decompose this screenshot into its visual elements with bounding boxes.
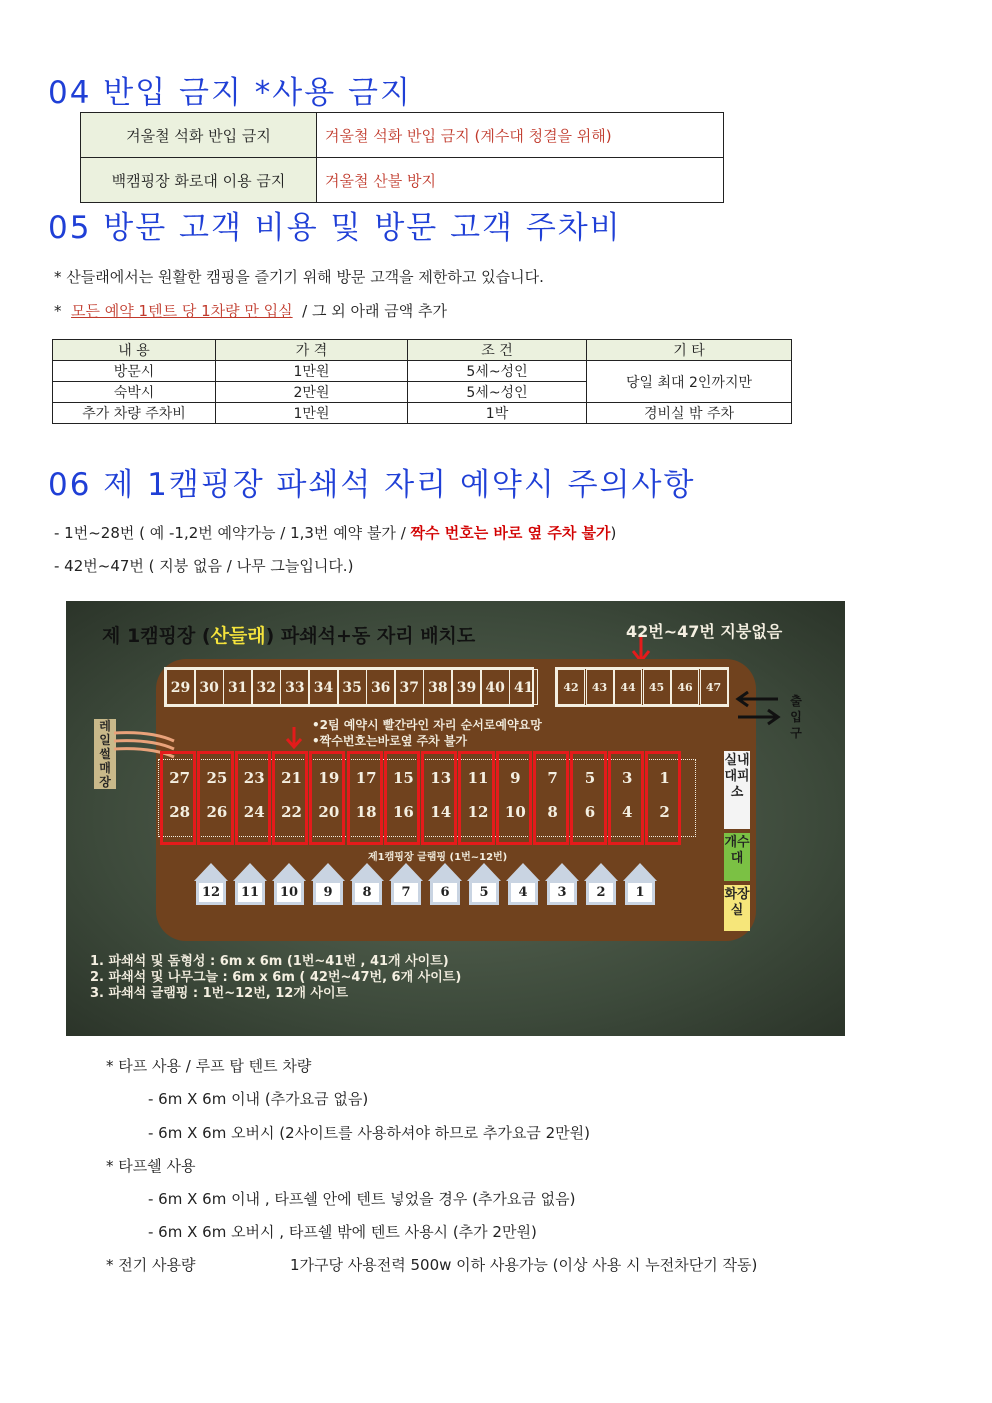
- ban-label: 백캠핑장 화로대 이용 금지: [81, 158, 317, 203]
- parking-lot: 7: [547, 769, 558, 787]
- parking-lot: 17: [355, 769, 377, 787]
- parking-lot: 25: [206, 769, 228, 787]
- reservation-rule-1: [54, 522, 616, 543]
- reservation-red-line: [235, 751, 271, 845]
- parking-lot: 10: [504, 803, 526, 821]
- rule-tarp-over: - 6m X 6m 오버시 (2사이트를 사용하셔야 하므로 추가요금 2만원): [148, 1124, 590, 1142]
- map-title-part: ) 파쇄석+동 자리 배치도: [265, 625, 476, 647]
- tent-roof: [233, 863, 267, 881]
- site-box: 44: [614, 669, 642, 705]
- ban-value: 겨울철 석화 반입 금지 (계수대 청결을 위해): [317, 113, 724, 158]
- map-title: [102, 621, 475, 648]
- cell: 숙박시: [53, 382, 216, 403]
- tent-body: [391, 881, 421, 905]
- rule-1-close: ): [610, 524, 617, 542]
- bullet-star: *: [54, 302, 62, 320]
- parking-lot: 13: [430, 769, 452, 787]
- tent-body: [508, 881, 538, 905]
- site-box: 31: [223, 669, 252, 705]
- glamping-tent: [350, 863, 384, 905]
- tent-roof: [584, 863, 618, 881]
- tent-body: [547, 881, 577, 905]
- tent-number: 10: [277, 883, 301, 902]
- price-table: [52, 339, 792, 424]
- reservation-rule-2: - 42번~47번 ( 지붕 없음 / 나무 그늘입니다.): [54, 557, 354, 575]
- parking-lot: 28: [169, 803, 191, 821]
- tent-roof: [272, 863, 306, 881]
- ban-value: 겨울철 산불 방지: [317, 158, 724, 203]
- parking-lot: 16: [393, 803, 414, 821]
- rule-tarpshell-over: - 6m X 6m 오버시 , 타프쉘 밖에 텐트 사용시 (추가 2만원): [148, 1223, 537, 1241]
- sink-label: 개수대: [724, 833, 750, 881]
- ban-label: 겨울철 석화 반입 금지: [81, 113, 317, 158]
- cell: 1만원: [216, 361, 408, 382]
- section-06-title: 06 제 1캠핑장 파쇄석 자리 예약시 주의사항: [48, 467, 696, 503]
- parking-lot: 3: [622, 769, 633, 787]
- toilet-label: 화장실: [724, 885, 750, 931]
- tent-roof: [389, 863, 423, 881]
- map-note: •짝수번호는바로옆 주차 불가: [312, 734, 468, 748]
- tent-roof: [311, 863, 345, 881]
- map-title-brand: 산들래: [210, 625, 266, 647]
- parking-lot: 18: [355, 803, 377, 821]
- col-header: 기 타: [587, 340, 792, 361]
- tent-number: 7: [394, 883, 418, 902]
- tent-number: 6: [433, 883, 457, 902]
- site-box: 30: [195, 669, 224, 705]
- reservation-red-line: [160, 751, 196, 845]
- parking-lot: 4: [622, 803, 633, 821]
- site-box: 39: [452, 669, 481, 705]
- shelter-label: 실내대피소: [724, 751, 750, 829]
- parking-lot: 23: [243, 769, 265, 787]
- site-box: 37: [395, 669, 424, 705]
- visitor-note: * 산들래에서는 원활한 캠핑을 즐기기 위해 방문 고객을 제한하고 있습니다.: [54, 268, 544, 286]
- glamping-tent: [623, 863, 657, 905]
- map-legend-item: 2. 파쇄석 및 나무그늘 : 6m x 6m ( 42번~47번, 6개 사이트): [90, 970, 462, 985]
- reservation-red-line: [645, 751, 681, 845]
- tent-body: [430, 881, 460, 905]
- glamping-label: 제1캠핑장 글램핑 (1번~12번): [368, 852, 508, 863]
- reservation-red-line: [608, 751, 644, 845]
- tent-roof: [623, 863, 657, 881]
- table-row: [81, 158, 724, 203]
- parking-lot: 14: [430, 803, 452, 821]
- site-box: 34: [309, 669, 338, 705]
- site-box: 29: [166, 669, 195, 705]
- section-04-title: 04 반입 금지 *사용 금지: [48, 75, 412, 111]
- parking-lot: 5: [584, 769, 596, 787]
- tent-body: [625, 881, 655, 905]
- map-legend-item: 1. 파쇄석 및 돔형성 : 6m x 6m (1번~41번 , 41개 사이트): [90, 954, 449, 969]
- tent-number: 8: [355, 883, 379, 902]
- parking-lot: 12: [467, 803, 489, 821]
- no-roof-label: 42번~47번 지붕없음: [626, 622, 783, 641]
- glamping-tent: [506, 863, 540, 905]
- tent-number: 3: [550, 883, 574, 902]
- parking-lot: 20: [318, 803, 340, 821]
- vehicle-note: [54, 300, 447, 321]
- ban-table: [80, 112, 724, 203]
- parking-lot: 8: [547, 803, 558, 821]
- tent-roof: [545, 863, 579, 881]
- glamping-tent: [233, 863, 267, 905]
- glamping-tent: [194, 863, 228, 905]
- reservation-red-line: [421, 751, 457, 845]
- tent-body: [274, 881, 304, 905]
- cell: 1박: [408, 403, 587, 424]
- tent-number: 12: [199, 883, 223, 902]
- cell: 5세~성인: [408, 361, 587, 382]
- glamping-tent: [389, 863, 423, 905]
- cell: 2만원: [216, 382, 408, 403]
- rule-electricity: 1가구당 사용전력 500w 이하 사용가능 (이상 사용 시 누전차단기 작동): [290, 1256, 758, 1274]
- rule-tarp: * 타프 사용 / 루프 탑 텐트 차량: [106, 1057, 312, 1075]
- reservation-red-line: [272, 751, 308, 845]
- site-box: 40: [481, 669, 510, 705]
- site-box: 46: [671, 669, 699, 705]
- parking-lot: 24: [243, 803, 265, 821]
- site-box: 45: [643, 669, 671, 705]
- parking-lot: 22: [281, 803, 302, 821]
- reservation-red-line: [496, 751, 532, 845]
- tent-number: 1: [628, 883, 652, 902]
- glamping-tent: [272, 863, 306, 905]
- rule-electricity-label: * 전기 사용량: [106, 1256, 196, 1274]
- rule-tarpshell-within: - 6m X 6m 이내 , 타프쉘 안에 텐트 넣었을 경우 (추가요금 없음): [148, 1190, 576, 1208]
- glamping-tent: [545, 863, 579, 905]
- tent-body: [235, 881, 265, 905]
- rule-1-text: - 1번~28번 ( 예 -1,2번 예약가능 / 1,3번 예약 불가 /: [54, 524, 406, 542]
- parking-lot: 1: [659, 769, 670, 787]
- col-header: 내 용: [53, 340, 216, 361]
- tent-number: 4: [511, 883, 535, 902]
- site-box: 32: [252, 669, 281, 705]
- tent-roof: [350, 863, 384, 881]
- tent-body: [313, 881, 343, 905]
- site-box: 41: [509, 669, 538, 705]
- cell: 1만원: [216, 403, 408, 424]
- map-legend-item: 3. 파쇄석 글램핑 : 1번~12번, 12개 사이트: [90, 986, 349, 1001]
- reservation-red-line: [533, 751, 569, 845]
- tent-roof: [506, 863, 540, 881]
- arrow-down-icon: [282, 726, 306, 750]
- parking-lot: 27: [169, 769, 191, 787]
- parking-lot: 26: [206, 803, 228, 821]
- tent-body: [352, 881, 382, 905]
- cell: 5세~성인: [408, 382, 587, 403]
- parking-lot: 19: [318, 769, 340, 787]
- tent-number: 11: [238, 883, 262, 902]
- parking-lot: 11: [467, 769, 489, 787]
- tent-body: [196, 881, 226, 905]
- reservation-red-line: [197, 751, 233, 845]
- site-box: 42: [557, 669, 585, 705]
- site-box: 35: [338, 669, 367, 705]
- entrance-arrows-icon: [734, 691, 784, 731]
- tent-number: 9: [316, 883, 340, 902]
- table-row: [81, 113, 724, 158]
- cell: 방문시: [53, 361, 216, 382]
- glamping-tent: [311, 863, 345, 905]
- col-header: 조 건: [408, 340, 587, 361]
- tent-body: [586, 881, 616, 905]
- glamping-tent: [467, 863, 501, 905]
- rule-tarpshell: * 타프쉘 사용: [106, 1157, 196, 1175]
- tent-body: [469, 881, 499, 905]
- vehicle-rule-rest: / 그 외 아래 금액 추가: [302, 302, 447, 320]
- site-box: 36: [366, 669, 395, 705]
- reservation-red-line: [570, 751, 606, 845]
- tent-roof: [467, 863, 501, 881]
- vehicle-rule: 모든 예약 1텐트 당 1차량 만 입실: [71, 302, 293, 320]
- tent-roof: [428, 863, 462, 881]
- reservation-red-line: [347, 751, 383, 845]
- map-title-part: 제 1캠핑장 (: [102, 625, 211, 647]
- parking-lot: 2: [659, 803, 670, 821]
- cell: 경비실 밖 주차: [587, 403, 792, 424]
- parking-lot: 9: [510, 769, 521, 787]
- section-05-title: 05 방문 고객 비용 및 방문 고객 주차비: [48, 210, 622, 246]
- table-row: [53, 361, 792, 382]
- tent-number: 5: [472, 883, 496, 902]
- rail-sled-label: 레일썰매장: [94, 719, 116, 789]
- rule-1-warning: 짝수 번호는 바로 옆 주차 불가: [410, 524, 611, 542]
- site-box: 33: [280, 669, 309, 705]
- rule-tarp-within: - 6m X 6m 이내 (추가요금 없음): [148, 1090, 369, 1108]
- table-row: [53, 403, 792, 424]
- parking-lot: 6: [584, 803, 596, 821]
- parking-lot: 21: [281, 769, 302, 787]
- site-box: 47: [700, 669, 728, 705]
- campsite-layout-map: [66, 601, 845, 1036]
- cell: 당일 최대 2인까지만: [587, 361, 792, 403]
- tent-number: 2: [589, 883, 613, 902]
- site-box: 38: [423, 669, 452, 705]
- glamping-tent: [428, 863, 462, 905]
- entrance-label: 출입구: [790, 694, 802, 740]
- tent-roof: [194, 863, 228, 881]
- glamping-tent: [584, 863, 618, 905]
- table-header-row: [53, 340, 792, 361]
- site-box: 43: [586, 669, 614, 705]
- reservation-red-line: [309, 751, 345, 845]
- reservation-red-line: [384, 751, 420, 845]
- cell: 추가 차량 주차비: [53, 403, 216, 424]
- map-note: •2팀 예약시 빨간라인 자리 순서로예약요망: [312, 718, 542, 732]
- reservation-red-line: [458, 751, 494, 845]
- parking-lot: 15: [393, 769, 414, 787]
- col-header: 가 격: [216, 340, 408, 361]
